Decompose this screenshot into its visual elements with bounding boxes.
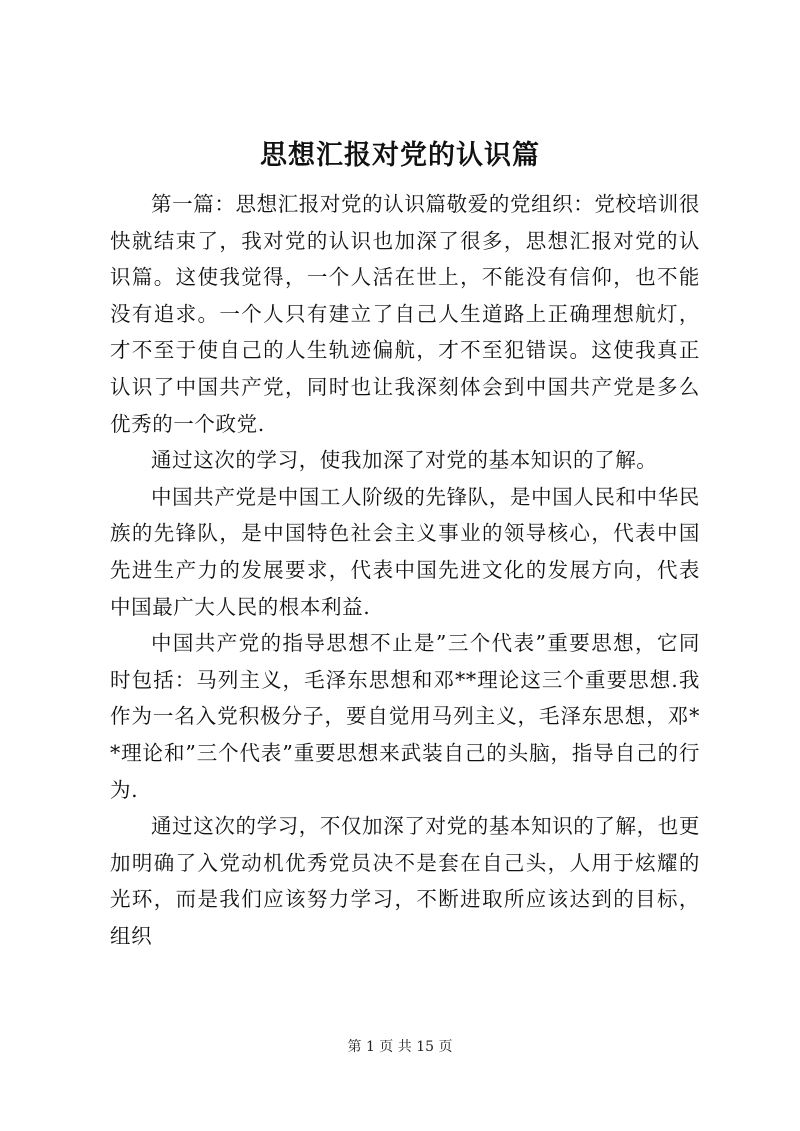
- document-body: [110, 186, 700, 954]
- page-footer: 第 1 页 共 15 页: [347, 1039, 453, 1055]
- document-title: 思想汇报对党的认识篇: [260, 140, 540, 171]
- paragraph-3: 中国共产党是中国工人阶级的先锋队，是中国人民和中华民族的先锋队，是中国特色社会主义事业的领导核心，代表中国先进生产力的发展要求，代表中国先进文化的发展方向，代表中国最广大人民的根本利益.: [110, 484, 700, 619]
- paragraph-2: 通过这次的学习，使我加深了对党的基本知识的了解。: [151, 448, 658, 473]
- paragraph-4: 中国共产党的指导思想不止是”三个代表”重要思想，它同时包括：马列主义，毛泽东思想和邓**理论这三个重要思想.我作为一名入党积极分子，要自觉用马列主义，毛泽东思想，邓**理论和”三个代表”重要思想来武装自己的头脑，指导自己的行为.: [110, 631, 700, 802]
- paragraph-1: 第一篇：思想汇报对党的认识篇敬爱的党组织：党校培训很快就结束了，我对党的认识也加深了很多，思想汇报对党的认识篇。这使我觉得，一个人活在世上，不能没有信仰，也不能没有追求。一个人只有建立了自己人生道路上正确理想航灯，才不至于使自己的人生轨迹偏航，才不至犯错误。这使我真正认识了中国共产党，同时也让我深刻体会到中国共产党是多么优秀的一个政党.: [110, 192, 700, 436]
- paragraph-5: 通过这次的学习，不仅加深了对党的基本知识的了解，也更加明确了入党动机优秀党员决不是套在自己头，人用于炫耀的光环，而是我们应该努力学习，不断进取所应该达到的目标，组织: [110, 814, 700, 948]
